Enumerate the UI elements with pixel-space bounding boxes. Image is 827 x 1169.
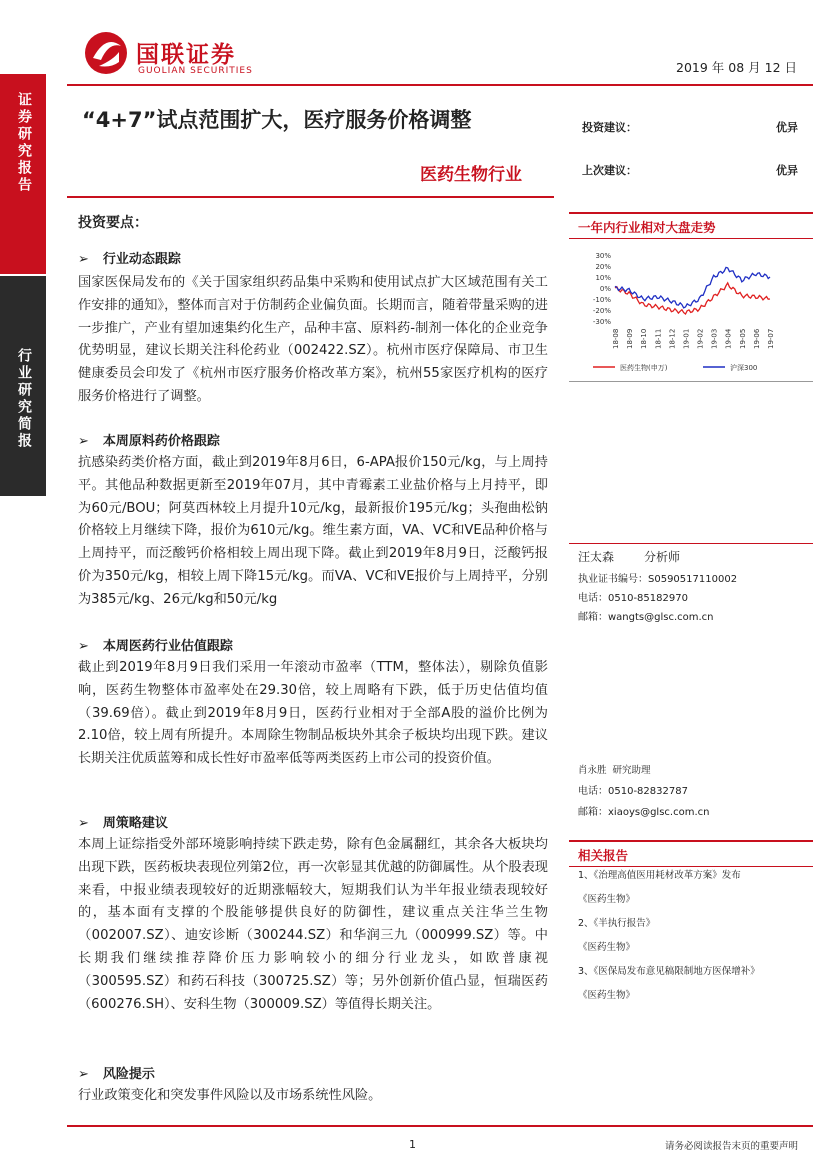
rating-current-label: 投资建议：	[582, 121, 637, 134]
section-api-prices	[78, 430, 548, 612]
rating-previous-label: 上次建议：	[582, 164, 637, 177]
x-tick-label: 18-12	[668, 328, 677, 349]
rating-previous-value: 优异	[776, 164, 798, 177]
section-risk	[78, 1063, 548, 1108]
x-tick-label: 18-08	[612, 328, 620, 349]
section-heading: ➢ 周策略建议	[78, 816, 168, 831]
x-tick-label: 19-01	[682, 328, 691, 349]
section-heading: ➢ 本周原料药价格跟踪	[78, 434, 220, 449]
report-title: “4+7”试点范围扩大，医疗服务价格调整	[82, 108, 472, 132]
chart-title: 一年内行业相对大盘走势	[578, 220, 716, 235]
analyst-1-name: 汪太森 分析师	[578, 550, 681, 564]
y-tick-label: -10%	[592, 296, 611, 304]
x-tick-label: 19-03	[710, 328, 719, 349]
related-item-category: 《医药生物》	[578, 942, 636, 953]
footer-disclaimer: 请务必阅读报告末页的重要声明	[665, 1141, 799, 1152]
y-tick-label: 10%	[595, 274, 611, 282]
sidebar-bottom-text: 行业研究简报	[16, 348, 32, 450]
related-item-title[interactable]: 3、《医保局发布意见稿限制地方医保增补》	[578, 966, 760, 977]
section-industry-news	[78, 248, 548, 409]
related-item-title[interactable]: 1、《治理高值医用耗材改革方案》发布	[578, 870, 741, 881]
section-heading: ➢ 风险提示	[78, 1067, 155, 1082]
key-points-heading: 投资要点：	[78, 215, 148, 231]
footer-divider	[67, 1125, 813, 1127]
analyst-2-name: 肖永胜 研究助理	[578, 765, 651, 776]
x-tick-label: 19-05	[738, 328, 747, 349]
chart-title-rule	[569, 238, 813, 239]
section-valuation	[78, 635, 548, 771]
industry-name: 医药生物行业	[420, 165, 522, 185]
y-tick-label: -20%	[592, 307, 611, 315]
x-tick-label: 18-10	[640, 328, 649, 349]
section-body: 抗感染药类价格方面，截止到2019年8月6日，6-APA报价150元/kg，与上周持平。其他品种数据更新至2019年07月，其中青霉素工业盐价格与上月持平，即为60元/BOU；阿莫西林较上月提升10元/kg，最新报价195元/kg；头孢曲松钠价格较上月继续下降，报价为610元/kg。维生素方面，VA、VC和VE品种价格与上周持平，而泛酸钙价格相较上周出现下降。截止到2019年8月9日，泛酸钙报价为350元/kg，相较上周下降15元/kg。而VA、VC和VE报价与上周持平，分别为385元/kg、26元/kg和50元/kg	[78, 455, 548, 607]
sidebar-top-text: 证券研究报告	[16, 92, 32, 194]
page-number: 1	[409, 1138, 416, 1151]
series-line-pharma	[615, 283, 770, 314]
related-item-category: 《医药生物》	[578, 894, 636, 905]
section-body: 本周上证综指受外部环境影响持续下跌走势，除有色金属翻红，其余各大板块均出现下跌，医药板块表现位列第2位，再一次彰显其优越的防御属性。从个股表现来看，中报业绩表现较好的近期涨幅较大，短期我们认为半年报业绩表现较好的，基本面有支撑的个股能够提供良好的防御性，建议重点关注华兰生物（002007.SZ）、迪安诊断（300244.SZ）和华润三九（000999.SZ）等。中长期我们继续推荐降价压力影响较小的细分行业龙头，如欧普康视（300595.SZ）和药石科技（300725.SZ）等；另外创新价值凸显，恒瑞医药（600276.SH）、安科生物（300009.SZ）等值得长期关注。	[78, 837, 548, 1012]
chart-bottom-rule	[569, 381, 813, 382]
section-heading: ➢ 行业动态跟踪	[78, 252, 181, 267]
section-strategy	[78, 812, 548, 1016]
x-tick-label: 19-02	[696, 328, 705, 349]
related-heading: 相关报告	[578, 848, 629, 863]
analyst-top-rule	[569, 543, 813, 544]
section-body: 截止到2019年8月9日我们采用一年滚动市盈率（TTM，整体法），剔除负值影响，医药生物整体市盈率处在29.30倍，较上周略有下跌，低于历史估值均值（39.69倍）。截止到2019年8月9日，医药行业相对于全部A股的溢价比例为2.10倍，较上周有所提升。本周除生物制品板块外其余子板块均出现下跌。建议长期关注优质蓝筹和成长性好市盈率低等两类医药上市公司的投资价值。	[78, 660, 548, 767]
x-tick-label: 19-04	[724, 328, 733, 349]
sidebar-report-type	[0, 74, 46, 274]
title-divider	[67, 196, 554, 198]
legend-label: 医药生物(申万)	[620, 364, 668, 372]
x-tick-label: 18-11	[654, 328, 663, 349]
header-divider	[67, 84, 813, 86]
x-tick-label: 18-09	[626, 328, 635, 349]
logo-emblem-icon	[83, 30, 129, 76]
y-tick-label: 20%	[595, 263, 611, 271]
sidebar-report-category	[0, 276, 46, 496]
section-body: 国家医保局发布的《关于国家组织药品集中采购和使用试点扩大区域范围有关工作安排的通知》，整体而言对于仿制药企业偏负面。长期而言，随着带量采购的进一步推广，产业有望加速集约化生产，品种丰富、原料药-制剂一体化的企业竞争优势明显，建议长期关注科伦药业（002422.SZ）。杭州市医疗保障局、市卫生健康委员会印发了《杭州市医疗服务价格改革方案》，杭州55家医疗机构的医疗服务价格进行了调整。	[78, 275, 548, 404]
analyst-1-cert: 执业证书编号：S0590517110002	[578, 574, 738, 585]
y-tick-label: -30%	[592, 318, 611, 326]
brand-name-en: GUOLIAN SECURITIES	[138, 66, 253, 76]
y-tick-label: 0%	[599, 285, 611, 293]
legend-label: 沪深300	[730, 364, 758, 372]
x-tick-label: 19-07	[767, 328, 775, 349]
x-tick-label: 19-06	[752, 328, 761, 349]
analyst-1-email: 邮箱：wangts@glsc.com.cn	[578, 612, 714, 623]
related-list	[578, 864, 814, 1008]
relative-performance-chart	[575, 245, 815, 375]
report-date: 2019 年 08 月 12 日	[676, 60, 797, 75]
chart-top-rule	[569, 212, 813, 214]
analyst-1-phone: 电话：0510-85182970	[578, 593, 688, 604]
analyst-2-phone: 电话：0510-82832787	[578, 786, 688, 797]
related-top-rule	[569, 840, 813, 842]
y-tick-label: 30%	[595, 252, 611, 260]
related-item-category: 《医药生物》	[578, 990, 636, 1001]
section-heading: ➢ 本周医药行业估值跟踪	[78, 639, 233, 654]
company-logo	[83, 30, 129, 80]
brand-name: 国联证券	[136, 42, 236, 68]
related-item-title[interactable]: 2、《半执行报告》	[578, 918, 656, 929]
rating-current-value: 优异	[776, 121, 798, 134]
section-body: 行业政策变化和突发事件风险以及市场系统性风险。	[78, 1088, 382, 1103]
analyst-2-email: 邮箱：xiaoys@glsc.com.cn	[578, 807, 710, 818]
